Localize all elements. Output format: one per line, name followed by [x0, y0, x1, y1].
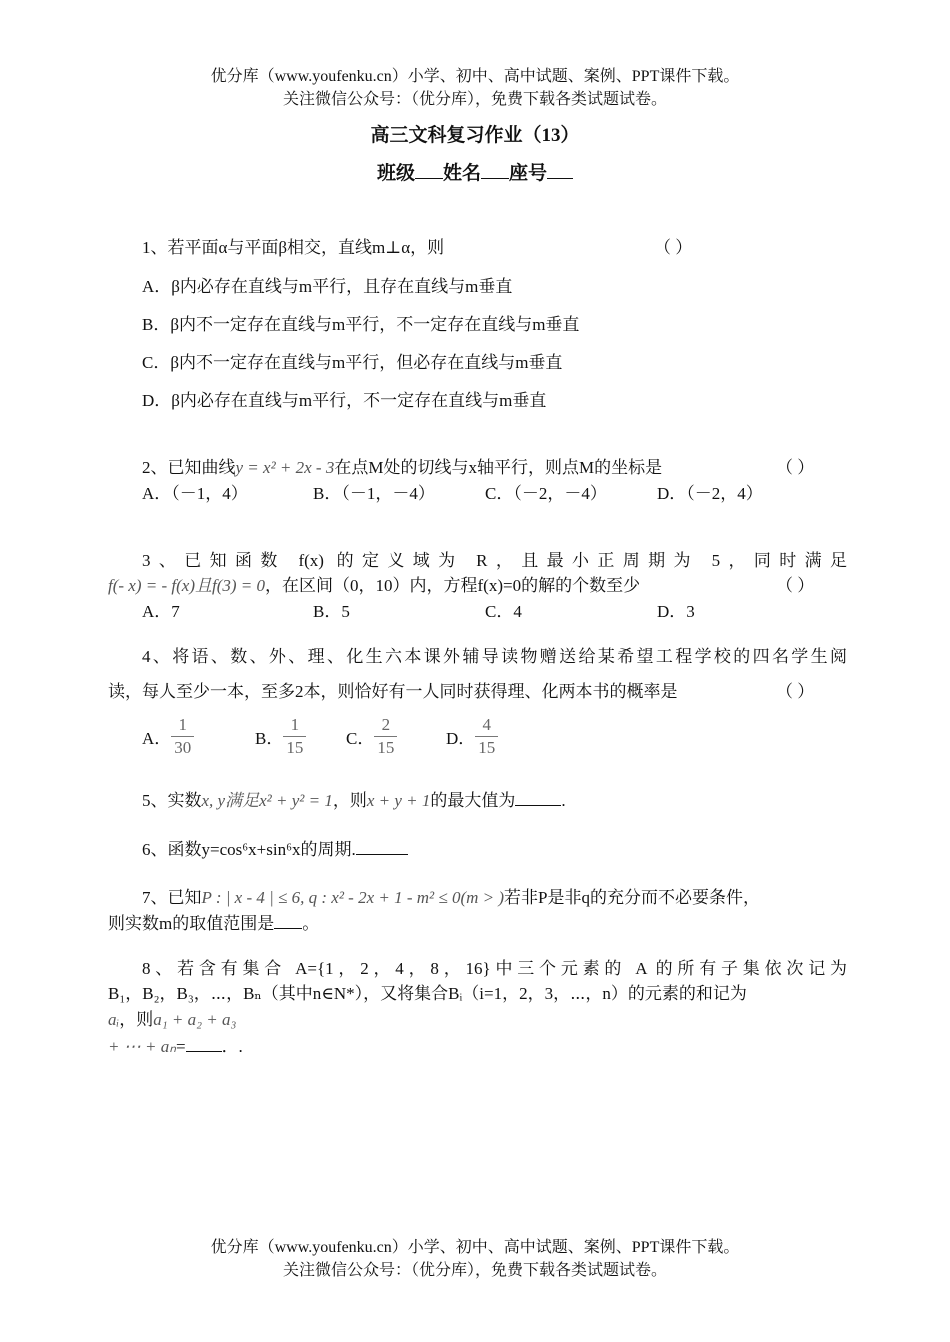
q2-option-b: B．（－1，－4） — [313, 484, 435, 503]
q1-option-a: A．β内必存在直线与m平行，且存在直线与m垂直 — [142, 277, 513, 296]
class-label: 班级 — [376, 163, 415, 184]
q6-line — [142, 838, 408, 862]
q5-mid: ，则 — [332, 791, 367, 810]
q4-a-numerator: 1 — [171, 714, 194, 737]
name-blank[interactable] — [481, 162, 509, 179]
q8-answer-blank[interactable] — [186, 1035, 222, 1052]
page-title: 高三文科复习作业（13） — [370, 125, 580, 146]
q4-line2: 读，每人至少一本，至多2本，则恰好有一人同时获得理、化两本书的概率是 — [108, 682, 678, 701]
q2-option-c: C．（－2，－4） — [485, 484, 607, 503]
q3-formula: f(- x) = - f(x)且f(3) = 0 — [108, 576, 265, 595]
q2-pre: 2、已知曲线 — [142, 458, 236, 477]
q2-post: 在点M处的切线与x轴平行，则点M的坐标是 — [334, 458, 663, 477]
q4-a-denominator: 30 — [174, 738, 192, 757]
seat-blank[interactable] — [547, 162, 573, 179]
q1-answer-bracket: （ ） — [654, 238, 693, 257]
class-blank[interactable] — [415, 162, 443, 179]
q3-option-d: D．3 — [657, 602, 695, 621]
q7-line1 — [142, 886, 760, 910]
q8-line3 — [108, 1008, 236, 1032]
q5-pre: 5、实数 — [142, 791, 202, 810]
site-footer-line2: 关注微信公众号：（优分库），免费下载各类试题试卷。 — [282, 1262, 667, 1279]
q1-stem: 1、若平面α与平面β相交，直线m⊥α，则 — [142, 238, 445, 257]
q3-option-a: A．7 — [142, 602, 180, 621]
q2-option-a: A．（－1，4） — [142, 484, 248, 503]
q4-b-numerator: 1 — [283, 714, 306, 737]
site-header-line1: 优分库（www.youfenku.cn）小学、初中、高中试题、案例、PPT课件下载。 — [210, 68, 740, 85]
q4-option-d: D． $\frac{4}{15}$ — [446, 714, 498, 759]
q5-end: . — [561, 791, 566, 810]
q7-post: 若非P是非q的充分而不必要条件， — [504, 888, 761, 907]
q8-equals: = — [175, 1037, 186, 1056]
q8-sum1: a₁ + a₂ + a₃ — [153, 1010, 237, 1029]
q5-line — [142, 789, 566, 813]
site-footer-line1: 优分库（www.youfenku.cn）小学、初中、高中试题、案例、PPT课件下载。 — [210, 1239, 740, 1256]
q8-then: ，则 — [119, 1010, 154, 1029]
q2-stem — [142, 456, 662, 480]
q1-option-d: D．β内必存在直线与m平行，不一定存在直线与m垂直 — [142, 391, 547, 410]
q4-option-c: C． $\frac{2}{15}$ — [346, 714, 397, 759]
q4-c-denominator: 15 — [377, 738, 395, 757]
q6-answer-blank[interactable] — [356, 838, 408, 855]
q3-option-b: B．5 — [313, 602, 350, 621]
q7-answer-blank[interactable] — [274, 912, 302, 929]
q3-line2-post: ，在区间（0，10）内，方程f(x)=0的解的个数至少 — [265, 576, 641, 595]
q7-line2-text: 则实数m的取值范围是 — [108, 914, 275, 933]
q4-b-denominator: 15 — [286, 738, 304, 757]
student-info-line — [0, 158, 950, 185]
q4-option-b: B． $\frac{1}{15}$ — [255, 714, 306, 759]
seat-label: 座号 — [509, 163, 548, 184]
q3-line1: 3、已知函数 f(x) 的定义域为 R，且最小正周期为 5，同时满足 — [142, 551, 847, 570]
q5-answer-blank[interactable] — [515, 789, 561, 806]
q3-option-c: C．4 — [485, 602, 522, 621]
q7-pre: 7、已知 — [142, 888, 202, 907]
q1-option-c: C．β内不一定存在直线与m平行，但必存在直线与m垂直 — [142, 353, 563, 372]
q5-post: 的最大值为 — [430, 791, 516, 810]
q3-line2 — [108, 574, 640, 598]
q2-option-d: D．（－2，4） — [657, 484, 763, 503]
q4-d-numerator: 4 — [475, 714, 498, 737]
q7-end: 。 — [302, 914, 320, 933]
q3-answer-bracket: （ ） — [776, 576, 815, 595]
q8-line1: 8、若含有集合 A={1，2，4，8，16}中三个元素的 A 的所有子集依次记为 — [142, 959, 847, 978]
name-label: 姓名 — [442, 163, 481, 184]
q1-option-b: B．β内不一定存在直线与m平行，不一定存在直线与m垂直 — [142, 315, 580, 334]
q4-c-numerator: 2 — [374, 714, 397, 737]
q8-line4 — [108, 1035, 243, 1059]
q8-end: ．. — [221, 1037, 243, 1056]
q8-line2: B₁，B₂，B₃，⋯，Bₙ（其中n∈N*），又将集合Bᵢ（i=1，2，3，⋯，n）的元素的和记为 — [108, 984, 747, 1003]
q4-answer-bracket: （ ） — [776, 682, 815, 701]
q7-line2 — [108, 912, 319, 936]
q4-d-denominator: 15 — [478, 738, 496, 757]
q5-formula2: x + y + 1 — [366, 791, 431, 810]
q2-formula: y = x² + 2x - 3 — [235, 458, 335, 477]
q5-formula1: x, y满足x² + y² = 1 — [201, 791, 333, 810]
q2-answer-bracket: （ ） — [776, 458, 815, 477]
q7-formula: P : | x - 4 | ≤ 6, q : x² - 2x + 1 - m² ≤ 0(m > ) — [201, 888, 505, 907]
q4-line1: 4、将语、数、外、理、化生六本课外辅导读物赠送给某希望工程学校的四名学生阅 — [142, 647, 847, 666]
q6-text: 6、函数y=cos⁶x+sin⁶x的周期. — [142, 840, 356, 859]
q8-ai: aᵢ — [108, 1010, 120, 1029]
q4-option-a: A． $\frac{1}{30}$ — [142, 714, 194, 759]
site-header-line2: 关注微信公众号：（优分库），免费下载各类试题试卷。 — [282, 91, 667, 108]
q8-sum2: + ⋯ + aₙ — [108, 1037, 176, 1056]
